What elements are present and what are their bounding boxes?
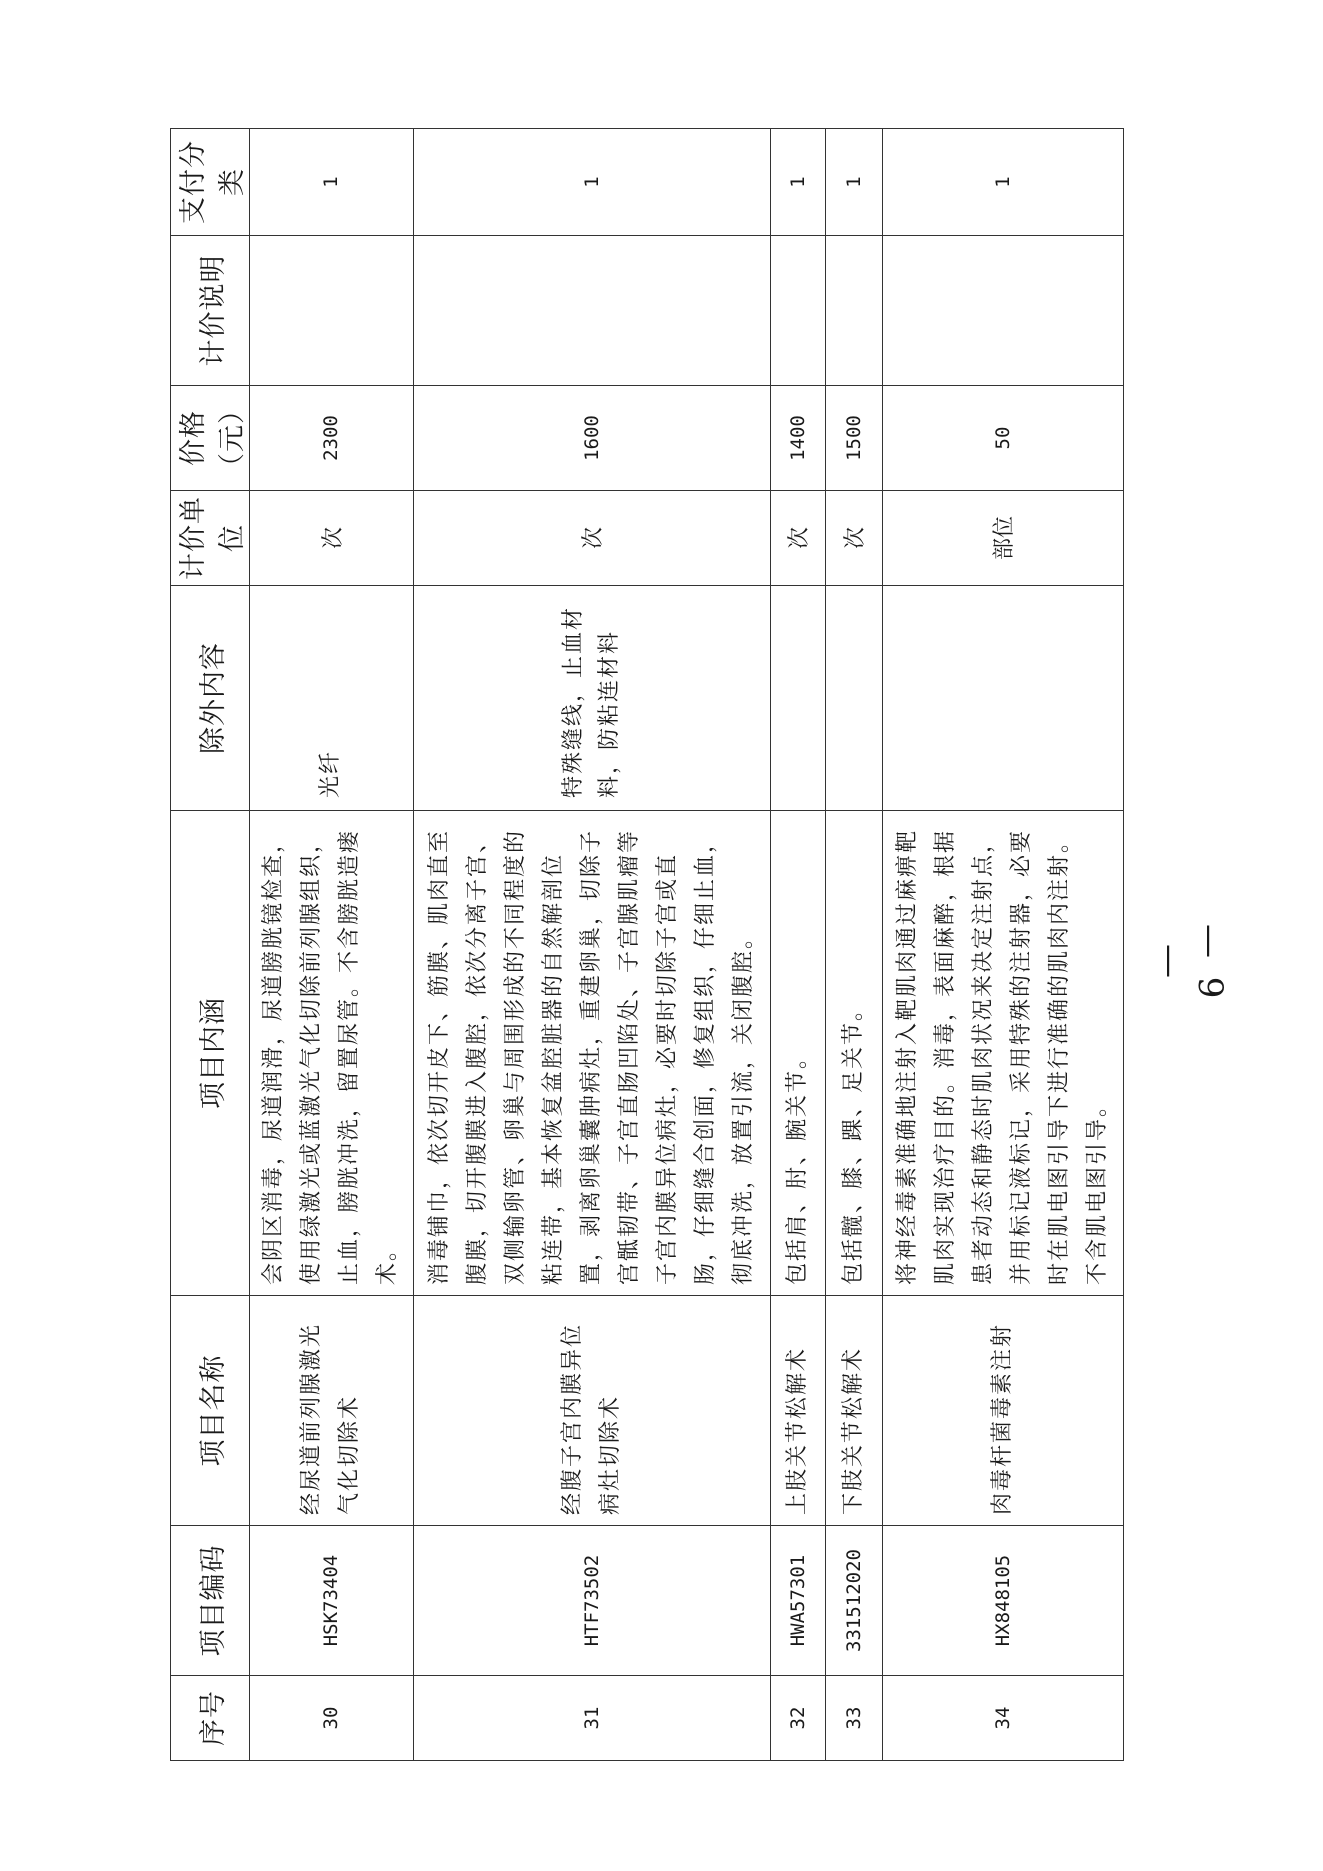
cell-pay: 1 — [250, 129, 414, 236]
cell-exclusions — [882, 586, 1123, 811]
cell-code: 331512020 — [825, 1526, 882, 1676]
header-unit: 计价单位 — [171, 491, 250, 586]
cell-seq: 34 — [882, 1676, 1123, 1761]
cell-price: 1500 — [825, 386, 882, 491]
cell-note — [825, 236, 882, 386]
cell-code: HWA57301 — [770, 1526, 825, 1676]
cell-name: 经尿道前列腺激光气化切除术 — [250, 1296, 414, 1526]
table-row — [413, 129, 770, 1761]
cell-exclusions — [770, 586, 825, 811]
cell-exclusions — [825, 586, 882, 811]
cell-content: 消毒铺巾，依次切开皮下、筋膜、肌肉直至腹膜，切开腹膜进入腹腔，依次分离子宫、双侧输卵管、卵巢与周围形成的不同程度的粘连带，基本恢复盆腔脏器的自然解剖位置，剥离卵巢囊肿病灶，重建卵巢，切除子宫骶韧带、子宫直肠凹陷处、子宫腺肌瘤等子宫内膜异位病灶，必要时切除子宫或直肠，仔细缝合创面，修复组织，仔细止血，彻底冲洗，放置引流，关闭腹腔。 — [413, 811, 770, 1296]
header-content: 项目内涵 — [171, 811, 250, 1296]
cell-note — [250, 236, 414, 386]
header-note: 计价说明 — [171, 236, 250, 386]
header-row — [171, 129, 250, 1761]
cell-price: 2300 — [250, 386, 414, 491]
cell-name: 肉毒杆菌毒素注射 — [882, 1296, 1123, 1526]
header-name: 项目名称 — [171, 1296, 250, 1526]
cell-unit: 次 — [413, 491, 770, 586]
cell-price: 50 — [882, 386, 1123, 491]
cell-name: 上肢关节松解术 — [770, 1296, 825, 1526]
cell-unit: 次 — [770, 491, 825, 586]
cell-seq: 31 — [413, 1676, 770, 1761]
cell-note — [882, 236, 1123, 386]
cell-pay: 1 — [882, 129, 1123, 236]
cell-content: 会阴区消毒，尿道润滑，尿道膀胱镜检查，使用绿激光或蓝激光气化切除前列腺组织，止血，膀胱冲洗，留置尿管。不含膀胱造瘘术。 — [250, 811, 414, 1296]
table-row — [825, 129, 882, 1761]
cell-unit: 次 — [250, 491, 414, 586]
price-table — [170, 128, 1124, 1761]
cell-note — [770, 236, 825, 386]
cell-name: 经腹子宫内膜异位病灶切除术 — [413, 1296, 770, 1526]
cell-code: HSK73404 — [250, 1526, 414, 1676]
cell-code: HX848105 — [882, 1526, 1123, 1676]
cell-exclusions: 特殊缝线，止血材料，防粘连材料 — [413, 586, 770, 811]
table-row — [250, 129, 414, 1761]
cell-seq: 32 — [770, 1676, 825, 1761]
cell-content: 将神经毒素准确地注射入靶肌肉通过麻痹靶肌肉实现治疗目的。消毒，表面麻醉，根据患者动态和静态时肌肉状况来决定注射点，并用标记液标记，采用特殊的注射器，必要时在肌电图引导下进行准确的肌肉内注射。不含肌电图引导。 — [882, 811, 1123, 1296]
cell-content: 包括髋、膝、踝、足关节。 — [825, 811, 882, 1296]
header-pay: 支付分类 — [171, 129, 250, 236]
cell-unit: 部位 — [882, 491, 1123, 586]
table-row — [882, 129, 1123, 1761]
cell-pay: 1 — [770, 129, 825, 236]
cell-name: 下肢关节松解术 — [825, 1296, 882, 1526]
cell-unit: 次 — [825, 491, 882, 586]
table-row — [770, 129, 825, 1761]
cell-pay: 1 — [825, 129, 882, 236]
cell-price: 1400 — [770, 386, 825, 491]
header-price: 价格（元） — [171, 386, 250, 491]
rotated-page — [170, 129, 1124, 1761]
cell-seq: 33 — [825, 1676, 882, 1761]
cell-pay: 1 — [413, 129, 770, 236]
cell-price: 1600 — [413, 386, 770, 491]
cell-exclusions: 光纤 — [250, 586, 414, 811]
header-seq: 序号 — [171, 1676, 250, 1761]
cell-note — [413, 236, 770, 386]
header-code: 项目编码 — [171, 1526, 250, 1676]
cell-content: 包括肩、肘、腕关节。 — [770, 811, 825, 1296]
cell-seq: 30 — [250, 1676, 414, 1761]
header-exclusions: 除外内容 — [171, 586, 250, 811]
cell-code: HTF73502 — [413, 1526, 770, 1676]
page-number: — 9 — — [1150, 923, 1230, 1003]
